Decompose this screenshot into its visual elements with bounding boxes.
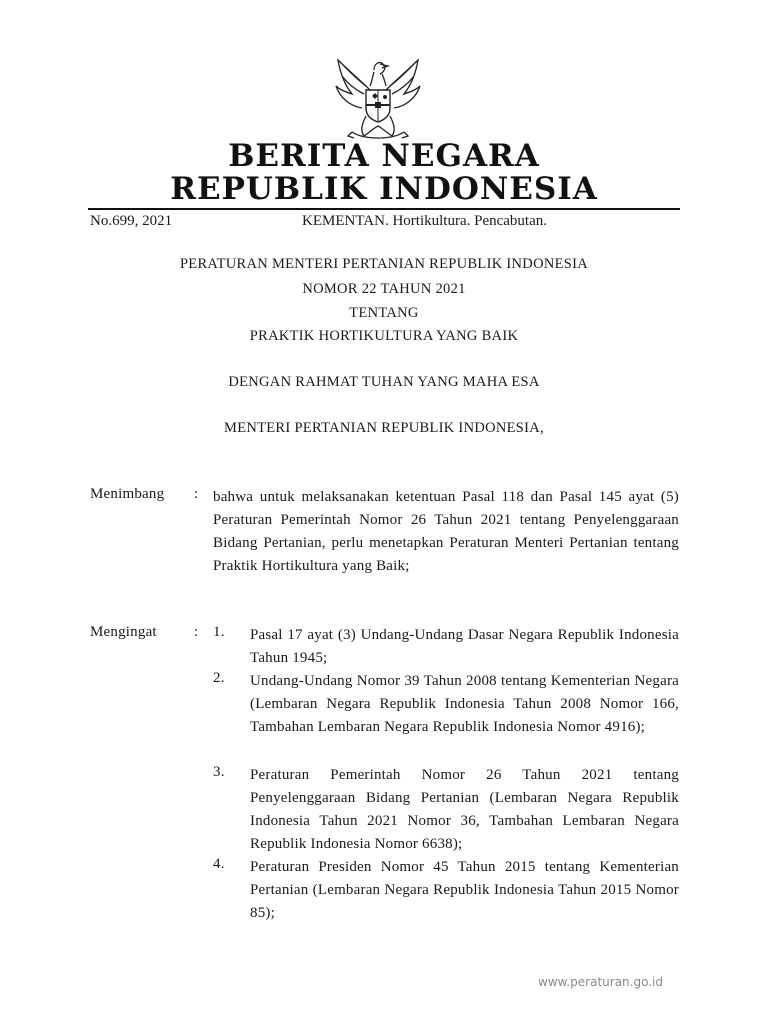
mengingat-label: Mengingat bbox=[90, 624, 157, 640]
masthead-rule bbox=[88, 208, 680, 210]
invocation: DENGAN RAHMAT TUHAN YANG MAHA ESA bbox=[228, 374, 540, 390]
mengingat-colon: : bbox=[194, 624, 199, 640]
mengingat-section bbox=[0, 624, 768, 934]
list-item: Undang-Undang Nomor 39 Tahun 2008 tentang Kementerian Negara (Lembaran Negara Republik Indonesia Tahun 2008 Nomor 166, Tambahan Lembaran Negara Republik Indonesia Nomor 4916); bbox=[250, 673, 679, 735]
menimbang-colon: : bbox=[194, 486, 199, 502]
menimbang-label: Menimbang bbox=[90, 486, 165, 502]
issue-subject: KEMENTAN. Hortikultura. Pencabutan. bbox=[302, 213, 547, 229]
menimbang-section bbox=[0, 486, 768, 606]
masthead-title: BERITA NEGARA bbox=[228, 138, 540, 174]
list-item: Pasal 17 ayat (3) Undang-Undang Dasar Negara Republik Indonesia Tahun 1945; bbox=[250, 627, 679, 666]
list-item-number: 1. bbox=[213, 624, 225, 640]
list-item-number: 4. bbox=[213, 856, 225, 872]
garuda-emblem-icon bbox=[330, 50, 426, 142]
issue-number: No.699, 2021 bbox=[90, 213, 173, 229]
list-item: Peraturan Pemerintah Nomor 26 Tahun 2021 tentang Penyelenggaraan Bidang Pertanian (Lembaran Negara Republik Indonesia Tahun 2021 Nomor 36, Tambahan Lembaran Negara Republik Indonesia Nomor 6638); bbox=[250, 767, 679, 852]
authority: MENTERI PERTANIAN REPUBLIK INDONESIA, bbox=[224, 420, 544, 436]
footer-url[interactable]: www.peraturan.go.id bbox=[538, 975, 663, 989]
list-item-number: 2. bbox=[213, 670, 225, 686]
regulation-about: TENTANG bbox=[349, 305, 419, 321]
list-item-number: 3. bbox=[213, 764, 225, 780]
regulation-subject: PRAKTIK HORTIKULTURA YANG BAIK bbox=[249, 328, 519, 344]
menimbang-text: bahwa untuk melaksanakan ketentuan Pasal 118 dan Pasal 145 ayat (5) Peraturan Pemerintah Nomor 26 Tahun 2021 tentang Penyelenggaraan Bidang Pertanian, perlu menetapkan Peraturan Menteri Pertanian tentang Praktik Hortikultura yang Baik; bbox=[213, 489, 679, 574]
masthead-subtitle: REPUBLIK INDONESIA bbox=[170, 171, 598, 207]
regulation-title: PERATURAN MENTERI PERTANIAN REPUBLIK INDONESIA bbox=[179, 256, 589, 272]
regulation-number: NOMOR 22 TAHUN 2021 bbox=[302, 281, 466, 297]
list-item: Peraturan Presiden Nomor 45 Tahun 2015 tentang Kementerian Pertanian (Lembaran Negara Republik Indonesia Tahun 2015 Nomor 85); bbox=[250, 859, 679, 921]
